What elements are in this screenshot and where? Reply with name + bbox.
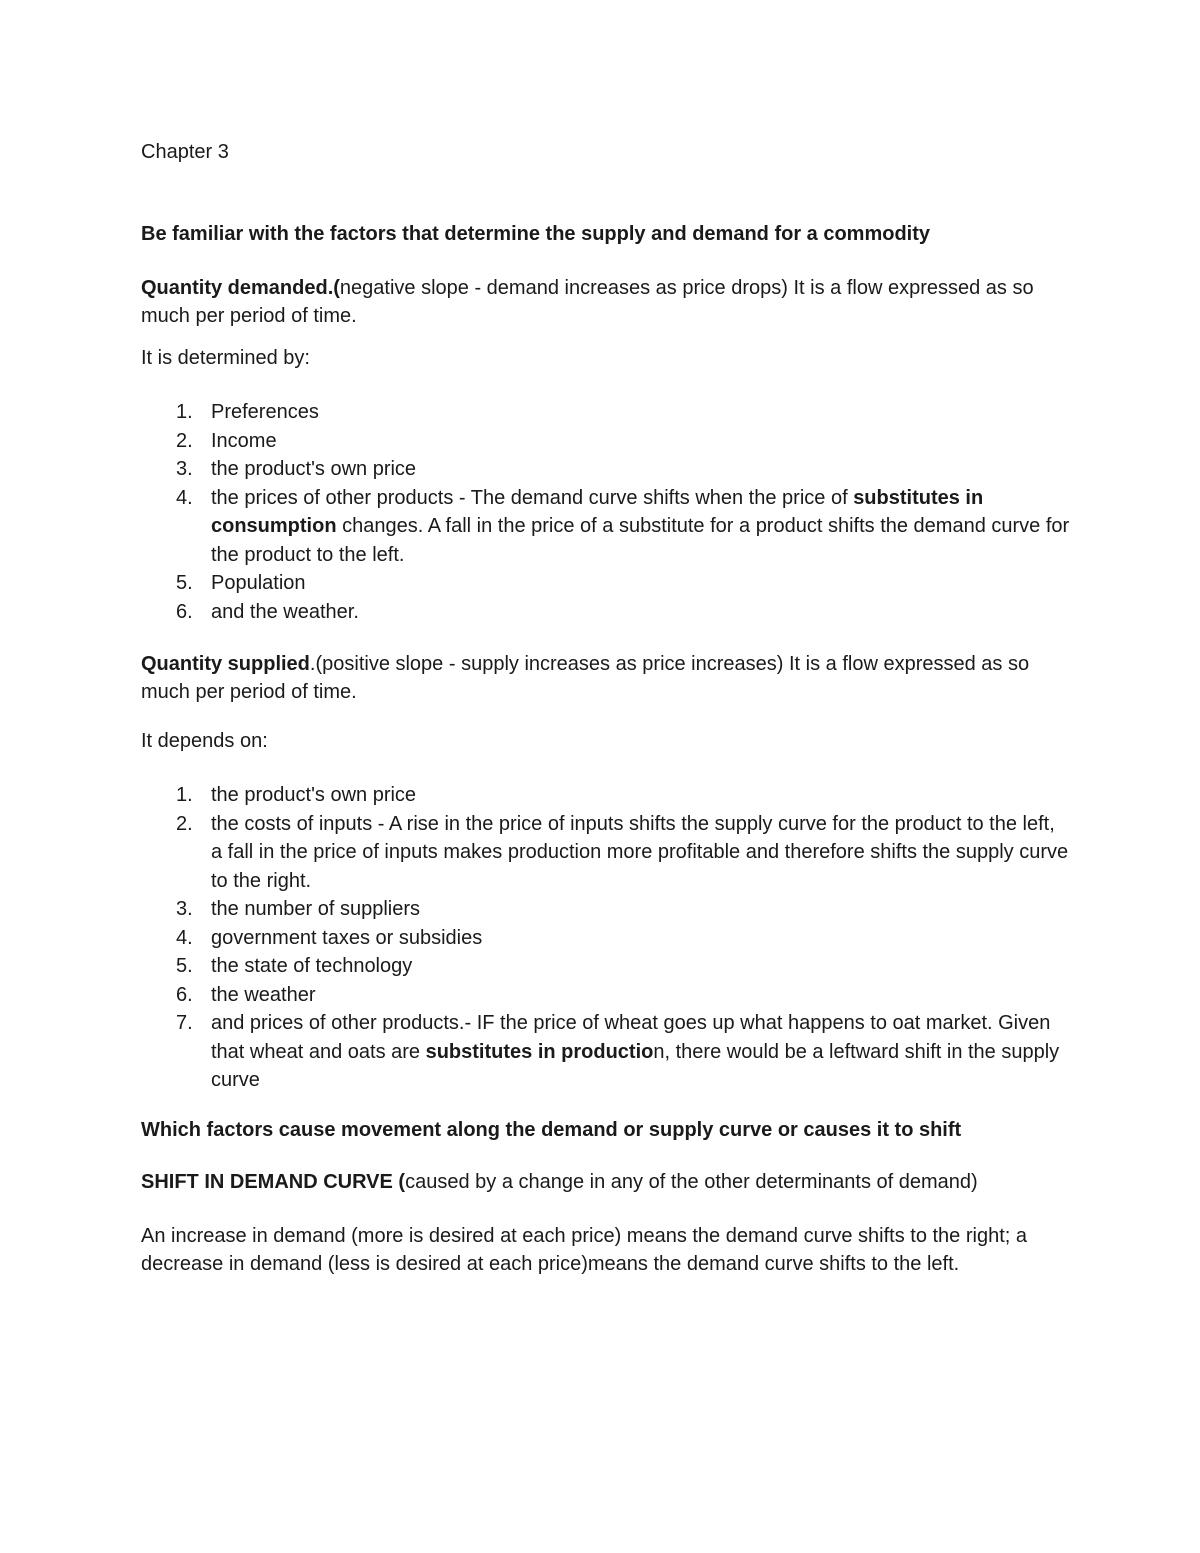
list-item: 2. the costs of inputs - A rise in the price of inputs shifts the supply curve for the product to the left, a fall in the price of inputs makes production more profitable and therefore shifts the supply curve to the right. <box>176 812 1069 892</box>
list-item: 5. the state of technology <box>176 955 413 977</box>
chapter-title: Chapter 3 <box>141 141 229 163</box>
quantity-demanded-paragraph <box>141 274 1056 330</box>
determined-by-intro: It is determined by: <box>141 347 310 369</box>
list-item: 4. the prices of other products - The demand curve shifts when the price of substitutes in consumption changes. A fall in the price of a substitute for a product shifts the demand curve for the product to the left. <box>176 486 1070 566</box>
quantity-supplied-label: Quantity supplied <box>141 653 310 675</box>
supply-determinants-list <box>141 781 1071 1095</box>
shift-in-demand-paragraph <box>141 1171 978 1194</box>
quantity-demanded-text: negative slope - demand increases as price drops) It is a flow expressed as so much per period of time. <box>141 277 1034 327</box>
depends-on-intro: It depends on: <box>141 730 268 752</box>
list-item: 1. the product's own price <box>176 784 417 806</box>
list-item: 3. the product's own price <box>176 458 417 480</box>
list-item: 1. Preferences <box>176 401 319 423</box>
shift-in-demand-text: caused by a change in any of the other determinants of demand) <box>405 1171 978 1193</box>
substitutes-in-production: substitutes in productio <box>425 1040 654 1063</box>
list-item: 5. Population <box>176 572 306 594</box>
list-item: 6. the weather <box>176 983 316 1006</box>
quantity-demanded-label: Quantity demanded.( <box>141 277 340 299</box>
quantity-supplied-text: .(positive slope - supply increases as price increases) It is a flow expressed as so much per period of time. <box>141 653 1030 703</box>
quantity-supplied-paragraph <box>141 650 1056 706</box>
section-heading-factors: Be familiar with the factors that determine the supply and demand for a commodity <box>141 223 931 245</box>
list-item: 6. and the weather. <box>176 600 359 623</box>
list-item: 3. the number of suppliers <box>176 898 421 920</box>
list-item: 2. Income <box>176 429 277 452</box>
demand-determinants-list <box>141 398 1071 626</box>
demand-increase-paragraph: An increase in demand (more is desired at each price) means the demand curve shifts to the right; a decrease in demand (less is desired at each price)means the demand curve shifts to the left. <box>141 1225 1028 1275</box>
list-item: 4. government taxes or subsidies <box>176 926 483 949</box>
list-item: 7. and prices of other products.- IF the price of wheat goes up what happens to oat market. Given that wheat and oats are substitutes in production, there would be a leftward shift in the supply curve <box>176 1012 1060 1091</box>
shift-in-demand-label: SHIFT IN DEMAND CURVE ( <box>141 1171 406 1193</box>
section-heading-movement: Which factors cause movement along the demand or supply curve or causes it to shift <box>141 1119 962 1141</box>
substitutes-in-consumption: substitutes in consumption <box>211 486 984 537</box>
